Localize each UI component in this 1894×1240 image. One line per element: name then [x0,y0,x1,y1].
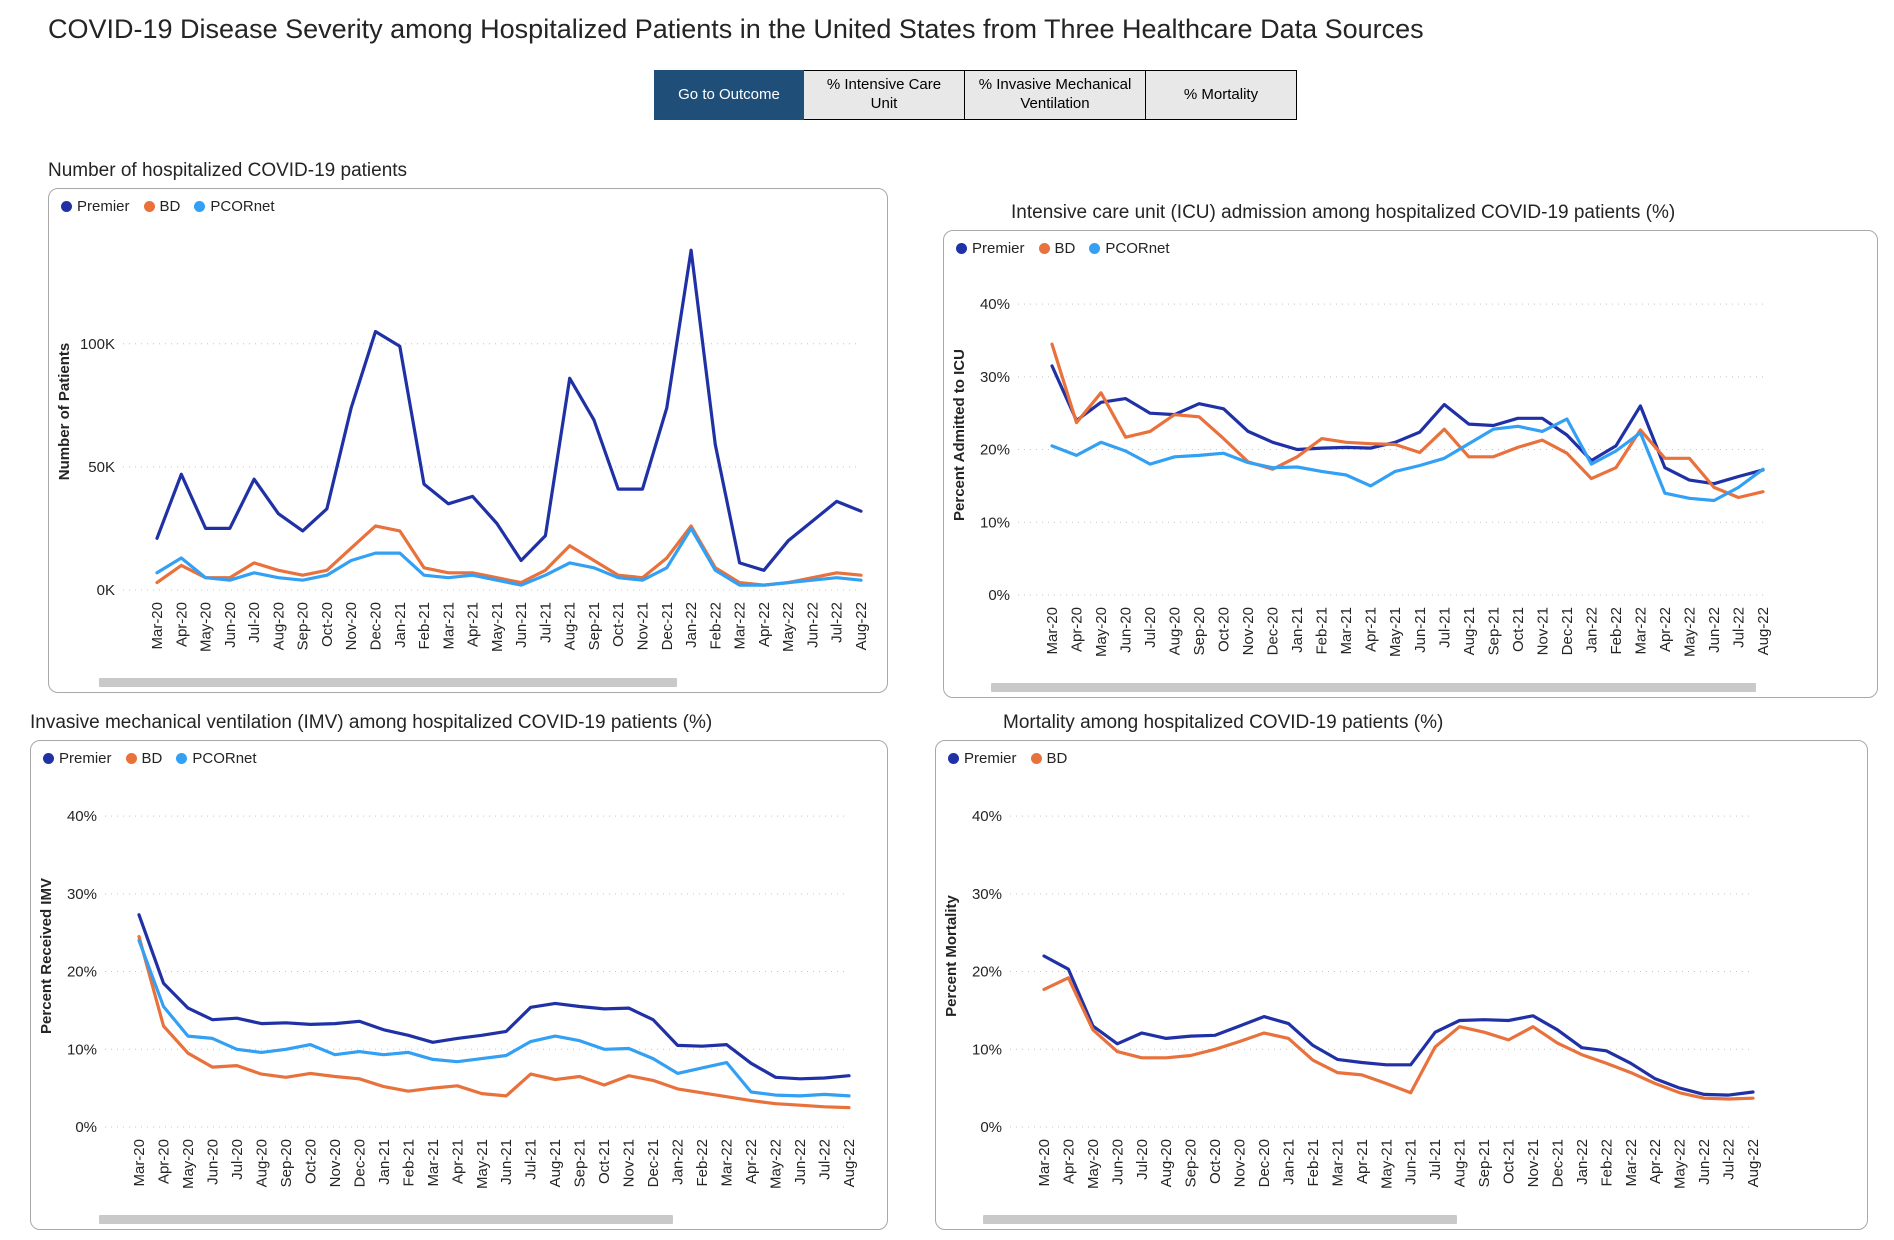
legend-item-pcornet[interactable] [194,198,274,215]
y-axis-title: Number of Patients [56,342,73,481]
x-tick-label: Dec-21 [1558,607,1576,656]
chart-horizontal-scrollbar[interactable] [99,1215,673,1224]
x-tick-label: Oct-21 [1500,1139,1518,1185]
y-tick-label: 100K [79,335,115,353]
x-tick-label: Aug-22 [841,1139,858,1188]
x-tick-label: Mar-22 [1632,607,1650,655]
chart-canvas-patients [49,223,885,678]
x-tick-label: Apr-20 [173,602,191,648]
y-tick-label: 50K [88,458,115,476]
legend-label: PCORnet [210,197,275,215]
x-tick-label: Feb-22 [1598,1139,1616,1187]
x-tick-label: Jun-20 [204,1139,222,1185]
series-line-bd [1044,978,1753,1099]
x-tick-label: Jan-21 [391,602,409,648]
x-tick-label: May-20 [1093,607,1111,658]
x-tick-label: Oct-21 [596,1139,614,1185]
x-tick-label: Sep-20 [1182,1139,1200,1188]
x-tick-label: Jan-21 [1280,1139,1298,1185]
y-tick-label: 40% [971,808,1002,826]
legend-item-premier[interactable] [956,240,1025,257]
x-tick-label: May-22 [1671,1139,1689,1190]
x-tick-label: Aug-21 [561,602,579,651]
x-tick-label: Feb-21 [1304,1139,1322,1187]
legend-dot-icon [1031,753,1042,764]
x-tick-label: Oct-21 [610,602,628,648]
x-tick-label: Apr-20 [1060,1139,1078,1185]
legend-label: Premier [964,749,1017,767]
chart-title-mortality: Mortality among hospitalized COVID-19 patients (%) [1003,712,1444,733]
x-tick-label: Jan-22 [1573,1139,1591,1185]
x-tick-label: Mar-21 [1329,1139,1347,1187]
legend-label: PCORnet [192,749,257,767]
legend-dot-icon [43,753,54,764]
x-tick-label: Dec-21 [658,602,676,651]
x-tick-label: Apr-22 [1647,1139,1665,1185]
x-tick-label: Apr-21 [449,1139,467,1185]
nav-button--invasive-mechanical-ventilation[interactable]: % Invasive Mechanical Ventilation [964,70,1146,120]
x-tick-label: Nov-21 [1534,607,1552,656]
legend-label: BD [1054,239,1076,257]
legend-label: BD [141,749,163,767]
x-tick-label: Jun-22 [792,1139,810,1185]
chart-legend [49,189,887,223]
x-tick-label: Jun-21 [498,1139,516,1185]
legend-item-bd[interactable] [1031,750,1068,767]
x-tick-label: Aug-21 [547,1139,565,1188]
x-tick-label: Aug-20 [1158,1139,1176,1188]
x-tick-label: Feb-22 [694,1139,712,1187]
chart-panel-patients [48,188,888,693]
chart-panel-icu [943,230,1878,698]
series-line-premier [1044,956,1753,1095]
x-tick-label: May-22 [767,1139,785,1190]
chart-title-icu: Intensive care unit (ICU) admission among hospitalized COVID-19 patients (%) [1011,202,1676,223]
legend-label: Premier [59,749,112,767]
x-tick-label: Apr-22 [755,602,773,648]
x-tick-label: May-20 [179,1139,197,1190]
x-tick-label: Jul-20 [1133,1139,1151,1180]
legend-item-premier[interactable] [43,750,112,767]
y-axis-title: Percent Received IMV [38,878,55,1034]
chart-title-imv: Invasive mechanical ventilation (IMV) among hospitalized COVID-19 patients (%) [30,712,713,733]
y-tick-label: 0% [980,1119,1002,1136]
x-tick-label: Jul-22 [828,602,846,643]
series-line-pcornet [157,528,861,585]
y-tick-label: 0K [96,582,115,599]
chart-canvas-imv [31,775,885,1215]
x-tick-label: Jun-20 [1109,1139,1127,1185]
x-tick-label: Mar-20 [1044,607,1061,655]
x-tick-label: Oct-20 [1215,607,1233,653]
x-tick-label: Nov-21 [620,1139,638,1188]
nav-button--intensive-care-unit[interactable]: % Intensive Care Unit [803,70,965,120]
x-tick-label: Mar-20 [149,602,166,650]
legend-label: BD [159,197,181,215]
y-axis-title: Percent Mortality [943,895,960,1017]
page-title: COVID-19 Disease Severity among Hospitalized Patients in the United States from Three Healthcare Data Sources [48,14,1424,44]
chart-canvas-icu [944,265,1875,683]
legend-item-pcornet[interactable] [176,750,256,767]
chart-canvas-mortality [936,775,1865,1215]
x-tick-label: May-22 [780,602,798,653]
x-tick-label: Mar-22 [1622,1139,1640,1187]
x-tick-label: Apr-20 [155,1139,173,1185]
y-tick-label: 30% [66,885,97,903]
series-line-pcornet [1052,419,1763,501]
legend-item-pcornet[interactable] [1089,240,1169,257]
chart-horizontal-scrollbar[interactable] [983,1215,1458,1224]
x-tick-label: Sep-20 [277,1139,295,1188]
x-tick-label: May-20 [197,602,215,653]
x-tick-label: Mar-20 [1036,1139,1053,1187]
x-tick-label: Jul-20 [1142,607,1160,648]
x-tick-label: Sep-21 [1476,1139,1494,1188]
x-tick-label: Apr-21 [1362,607,1380,653]
x-tick-label: Jun-22 [804,602,822,648]
x-tick-label: Nov-20 [326,1139,344,1188]
y-tick-label: 40% [979,296,1010,314]
x-tick-label: Apr-21 [1353,1139,1371,1185]
x-tick-label: Sep-21 [1485,607,1503,656]
legend-item-bd[interactable] [1039,240,1076,257]
x-tick-label: Mar-21 [424,1139,442,1187]
x-tick-label: Dec-20 [1264,607,1282,656]
x-tick-label: Oct-20 [1207,1139,1225,1185]
y-tick-label: 0% [988,587,1010,604]
x-tick-label: Sep-21 [571,1139,589,1188]
x-tick-label: Jan-22 [669,1139,687,1185]
x-tick-label: Apr-20 [1068,607,1086,653]
chart-block-mortality [935,712,1868,1230]
x-tick-label: Dec-20 [351,1139,369,1188]
y-axis-title: Percent Admitted to ICU [951,349,968,521]
x-tick-label: Sep-21 [585,602,603,651]
y-tick-label: 20% [971,963,1002,981]
legend-dot-icon [176,753,187,764]
x-tick-label: May-21 [1387,607,1405,658]
legend-label: Premier [972,239,1025,257]
x-tick-label: Nov-20 [343,602,361,651]
x-tick-label: Apr-22 [743,1139,761,1185]
x-tick-label: Apr-22 [1656,607,1674,653]
x-tick-label: Mar-21 [1338,607,1356,655]
chart-title-patients: Number of hospitalized COVID-19 patients [48,160,408,181]
legend-dot-icon [956,243,967,254]
x-tick-label: Aug-20 [1166,607,1184,656]
y-tick-label: 10% [979,514,1010,532]
legend-label: Premier [77,197,130,215]
x-tick-label: Jun-20 [1117,607,1135,653]
x-tick-label: Dec-21 [645,1139,663,1188]
chart-block-patients [48,160,888,693]
x-tick-label: Jan-22 [683,602,701,648]
legend-item-bd[interactable] [126,750,163,767]
legend-dot-icon [948,753,959,764]
legend-dot-icon [144,201,155,212]
x-tick-label: Nov-20 [1240,607,1258,656]
x-tick-label: Aug-21 [1460,607,1478,656]
x-tick-label: Jul-20 [228,1139,246,1180]
chart-block-imv [30,712,888,1230]
x-tick-label: Jun-20 [221,602,239,648]
x-tick-label: Mar-20 [131,1139,148,1187]
chart-panel-imv [30,740,888,1230]
y-tick-label: 10% [66,1041,97,1059]
legend-dot-icon [126,753,137,764]
x-tick-label: Jul-21 [1436,607,1454,648]
x-tick-label: Aug-20 [270,602,288,651]
chart-horizontal-scrollbar[interactable] [99,678,677,687]
x-tick-label: Jul-21 [1427,1139,1445,1180]
y-tick-label: 40% [66,808,97,826]
y-tick-label: 20% [979,441,1010,459]
x-tick-label: Jul-20 [246,602,264,643]
outcome-nav [655,70,1297,120]
chart-panel-mortality [935,740,1868,1230]
chart-block-icu [943,202,1878,698]
nav-button-go-to-outcome[interactable]: Go to Outcome [654,70,804,120]
legend-dot-icon [1089,243,1100,254]
x-tick-label: Oct-21 [1509,607,1527,653]
x-tick-label: Jun-21 [1411,607,1429,653]
x-tick-label: Feb-22 [707,602,725,650]
x-tick-label: Jun-21 [1402,1139,1420,1185]
series-line-premier [139,915,849,1079]
legend-dot-icon [194,201,205,212]
legend-item-premier[interactable] [61,198,130,215]
x-tick-label: Jul-22 [1730,607,1748,648]
x-tick-label: Nov-21 [634,602,652,651]
x-tick-label: Jan-21 [1289,607,1307,653]
x-tick-label: Aug-20 [253,1139,271,1188]
x-tick-label: Apr-21 [464,602,482,648]
x-tick-label: Jun-22 [1696,1139,1714,1185]
x-tick-label: Aug-21 [1451,1139,1469,1188]
x-tick-label: Jun-22 [1705,607,1723,653]
x-tick-label: Jul-21 [522,1139,540,1180]
legend-dot-icon [1039,243,1050,254]
x-tick-label: Jun-21 [513,602,531,648]
chart-horizontal-scrollbar[interactable] [991,683,1756,692]
chart-legend [936,741,1867,775]
x-tick-label: Mar-21 [440,602,458,650]
nav-button--mortality[interactable]: % Mortality [1145,70,1297,120]
x-tick-label: Aug-22 [1755,607,1772,656]
x-tick-label: Oct-20 [302,1139,320,1185]
x-tick-label: Feb-21 [400,1139,418,1187]
x-tick-label: Sep-20 [1191,607,1209,656]
legend-label: BD [1046,749,1068,767]
x-tick-label: Dec-20 [367,602,385,651]
x-tick-label: Jul-22 [816,1139,834,1180]
legend-item-premier[interactable] [948,750,1017,767]
y-tick-label: 20% [66,963,97,981]
y-tick-label: 0% [75,1119,97,1136]
x-tick-label: May-21 [1378,1139,1396,1190]
x-tick-label: Feb-21 [416,602,434,650]
x-tick-label: Oct-20 [318,602,336,648]
series-line-pcornet [139,941,849,1096]
y-tick-label: 30% [971,885,1002,903]
x-tick-label: Jul-22 [1720,1139,1738,1180]
y-tick-label: 30% [979,368,1010,386]
x-tick-label: Nov-21 [1524,1139,1542,1188]
x-tick-label: Mar-22 [731,602,749,650]
x-tick-label: Jan-22 [1583,607,1601,653]
series-line-premier [157,250,861,570]
x-tick-label: Aug-22 [853,602,870,651]
y-tick-label: 10% [971,1041,1002,1059]
x-tick-label: May-21 [473,1139,491,1190]
x-tick-label: Nov-20 [1231,1139,1249,1188]
x-tick-label: Sep-20 [294,602,312,651]
x-tick-label: Jul-21 [537,602,555,643]
x-tick-label: Jan-21 [375,1139,393,1185]
x-tick-label: Mar-22 [718,1139,736,1187]
chart-legend [31,741,887,775]
series-line-bd [157,526,861,585]
x-tick-label: Dec-21 [1549,1139,1567,1188]
x-tick-label: Feb-21 [1313,607,1331,655]
x-tick-label: Dec-20 [1256,1139,1274,1188]
x-tick-label: Feb-22 [1607,607,1625,655]
legend-label: PCORnet [1105,239,1170,257]
legend-item-bd[interactable] [144,198,181,215]
x-tick-label: May-22 [1681,607,1699,658]
x-tick-label: May-20 [1084,1139,1102,1190]
x-tick-label: Aug-22 [1745,1139,1762,1188]
chart-legend [944,231,1877,265]
legend-dot-icon [61,201,72,212]
x-tick-label: May-21 [488,602,506,653]
